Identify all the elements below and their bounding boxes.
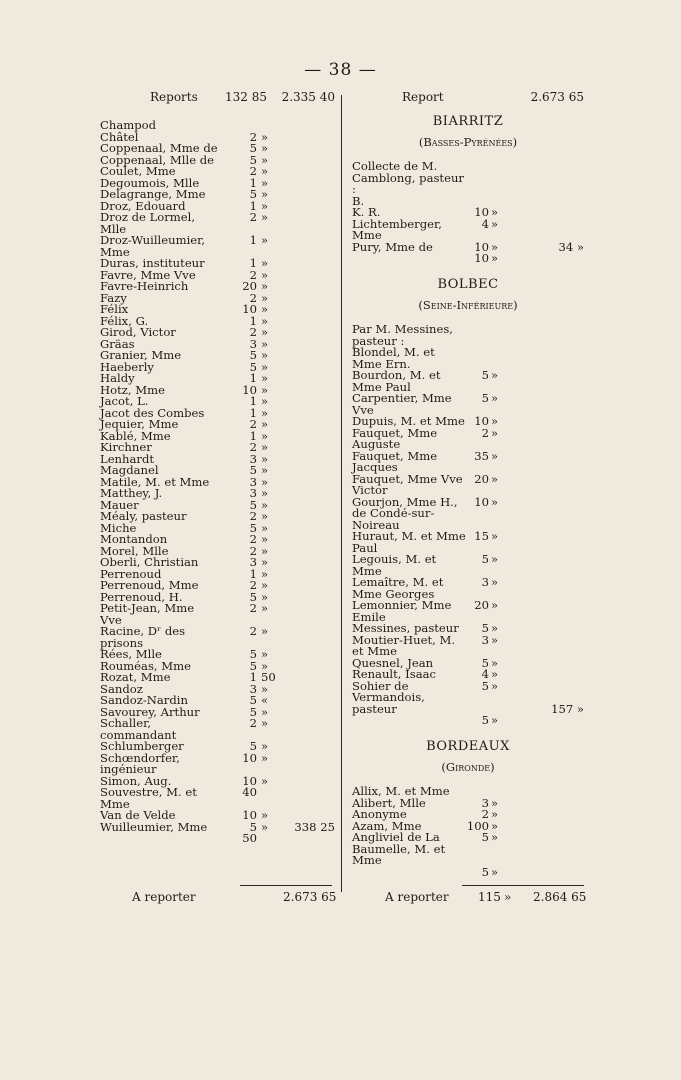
list-item (352, 239, 584, 265)
entry-francs: 5 (249, 520, 257, 535)
reports-amount-2: 2.335 40 (281, 90, 335, 104)
entry-centimes: « (261, 693, 269, 707)
entry-francs: 2 (249, 129, 257, 144)
entry-name: Azam, Mme (352, 818, 422, 833)
entry-centimes: » (491, 632, 499, 647)
entry-francs: 2 (249, 210, 257, 224)
left-column (100, 90, 335, 845)
entry-centimes: » (491, 830, 499, 844)
right-footer-amount-1: 115 (478, 890, 501, 904)
entry-centimes: » (261, 233, 269, 247)
entry-francs: 5 (481, 391, 489, 405)
entry-francs: 3 (249, 555, 257, 569)
entry-francs: 1 (249, 256, 257, 270)
reports-label: Reports (150, 90, 198, 104)
entry-centimes: » (491, 598, 499, 612)
entry-name: Delagrange, Mme (100, 187, 206, 201)
entry-francs: 3 (249, 474, 257, 489)
entry-name: Favre-Heinrich (100, 279, 189, 293)
right-header (352, 90, 584, 106)
entry-centimes: » (261, 267, 269, 282)
entry-centimes: » (491, 621, 499, 635)
entry-name: Perrenoud, H. (100, 589, 183, 604)
entry-name: Lemonnier, Mme Emile (352, 598, 452, 624)
entry-francs: 10 (242, 382, 257, 397)
entry-centimes: » (491, 552, 499, 566)
list-item (352, 830, 584, 879)
entry-centimes: » (261, 589, 269, 604)
entry-centimes: » (261, 463, 269, 477)
entry-centimes: » (261, 601, 269, 615)
entry-francs: 1 (249, 566, 257, 581)
entry-francs: 1 (249, 233, 257, 247)
entry-francs: 3 (481, 632, 489, 647)
entry-name: Coppenaal, Mme de (100, 141, 218, 155)
entry-centimes: » (491, 667, 499, 681)
entry-name: Schaller, commandant (100, 716, 177, 742)
entry-centimes: » (261, 198, 269, 213)
entry-name: Oberli, Christian (100, 555, 199, 569)
entry-francs: 10 (474, 494, 489, 509)
section-subtitle: (Basses-Pyrénées) (418, 135, 518, 149)
entry-centimes: » (261, 497, 269, 512)
entry-francs: 5 (249, 647, 257, 661)
entry-centimes: » (261, 256, 269, 270)
entry-name: Félix (100, 302, 129, 316)
entry-centimes: » (261, 578, 269, 592)
entry-name: Gourjon, Mme H., de Condé-sur-Noireau (352, 494, 458, 532)
section-subtitle: (Gironde) (441, 760, 495, 774)
entry-francs: 2 (249, 290, 257, 305)
entry-francs: 5 (481, 713, 489, 727)
section-gap (352, 715, 584, 735)
entry-name: Pury, Mme de (352, 239, 433, 254)
entry-name: Méaly, pasteur (100, 509, 187, 523)
entry-francs: 5 (249, 187, 257, 201)
entry-centimes: » (261, 750, 269, 765)
entry-centimes: » (491, 864, 499, 879)
entry-francs: 1 (249, 405, 257, 420)
entry-centimes: » (261, 164, 269, 178)
entry-name: Angliviel de La Baumelle, M. et Mme (352, 830, 446, 867)
entry-subtotal: 338 25 (294, 819, 335, 834)
entry-centimes: » (261, 359, 269, 374)
entry-name: Girod, Victor (100, 325, 176, 339)
entry-name: K. R. (352, 205, 381, 219)
entry-francs: 5 (249, 819, 257, 834)
entry-francs: 20 (474, 471, 489, 486)
entry-name: Jequier, Mme (100, 417, 179, 431)
entry-centimes: » (261, 417, 269, 431)
entry-centimes: » (261, 509, 269, 523)
entry-centimes: » (491, 529, 499, 543)
entry-name: Hotz, Mme (100, 382, 165, 397)
entry-centimes: » (491, 368, 499, 382)
right-footer-label: A reporter (385, 890, 449, 904)
entry-name: B. (352, 193, 365, 208)
entry-centimes: » (491, 795, 499, 810)
entry-francs: 5 (249, 589, 257, 604)
entry-centimes: » (261, 773, 269, 788)
right-footer-amount-1-fr: » (504, 890, 512, 904)
entry-francs: 5 (249, 497, 257, 512)
entry-name: Legouis, M. et Mme (352, 552, 437, 578)
entry-name: Droz de Lormel, Mlle (100, 210, 196, 236)
entry-name: Sohier de Vermandois, pasteur (352, 678, 425, 716)
entry-centimes: » (491, 414, 499, 428)
entry-centimes: » (261, 624, 269, 638)
entry-name: Van de Velde (100, 808, 176, 822)
entry-centimes: » (261, 348, 269, 362)
entry-francs: 1 (249, 428, 257, 443)
entry-francs: 2 (249, 716, 257, 730)
list-item (352, 161, 584, 196)
entry-francs: 2 (249, 624, 257, 638)
entry-francs: 10 (474, 414, 489, 428)
entry-centimes: » (491, 807, 499, 821)
entry-centimes: » (261, 302, 269, 316)
entry-centimes: » (261, 175, 269, 190)
entry-centimes: » (491, 678, 499, 693)
entry-francs: 2 (249, 543, 257, 558)
entry-name: Lichtemberger, Mme (352, 216, 442, 242)
entry-francs: 2 (249, 417, 257, 431)
entry-centimes: » (261, 428, 269, 443)
entry-centimes: » (261, 141, 269, 155)
section-title: BORDEAUX (426, 739, 510, 754)
entry-name: Sandoz (100, 681, 143, 696)
entry-francs: 10 (242, 808, 257, 822)
entry-centimes: » (261, 808, 269, 822)
entry-francs: 5 (481, 621, 489, 635)
entry-francs: 15 (474, 529, 489, 543)
entry-centimes: » (261, 704, 269, 719)
left-footer-amount: 2.673 65 (283, 890, 337, 904)
left-footer-label: A reporter (132, 890, 196, 904)
entry-francs: 5 (249, 693, 257, 707)
entry-francs: 5 (481, 368, 489, 382)
entry-name: Simon, Aug. (100, 773, 172, 788)
entry-centimes: » (261, 739, 269, 753)
list-item (352, 324, 584, 347)
list-item (352, 471, 584, 509)
entry-name: Fauquet, Mme Vve Victor (352, 471, 463, 497)
entry-centimes: 50 (261, 670, 276, 684)
entry-francs: 100 (466, 818, 489, 833)
entry-name: Rozat, Mme (100, 670, 171, 684)
entry-centimes: » (261, 486, 269, 500)
entry-francs: 4 (481, 216, 489, 231)
right-total-rule (462, 885, 584, 886)
entry-name: Magdanel (100, 463, 159, 477)
entry-francs: 10 (242, 302, 257, 316)
entry-name: Mauer (100, 497, 139, 512)
entry-centimes: » (491, 448, 499, 463)
entry-name: Carpentier, Mme Vve (352, 391, 452, 417)
entry-centimes: » (261, 187, 269, 201)
entry-name: Matile, M. et Mme (100, 474, 210, 489)
entry-centimes: » (261, 394, 269, 408)
entry-francs: 10 (474, 251, 489, 265)
entry-francs: 2 (249, 440, 257, 454)
entry-centimes: » (261, 451, 269, 466)
section-subtitle: (Seine-Inférieure) (418, 298, 518, 312)
entry-centimes: » (261, 290, 269, 305)
section-title: BOLBEC (437, 277, 499, 292)
entry-name: Wuilleumier, Mme (100, 819, 208, 834)
entry-francs: 5 (481, 552, 489, 566)
entry-centimes: » (261, 555, 269, 569)
entry-centimes: » (491, 216, 499, 231)
entry-francs: 3 (249, 336, 257, 351)
entry-name: Félix, G. (100, 313, 149, 328)
entry-name: Anonyme (352, 807, 407, 821)
entry-name: Montandon (100, 532, 168, 546)
left-total-rule (240, 885, 332, 886)
right-entries (352, 114, 584, 879)
entry-name: Coppenaal, Mlle de (100, 152, 215, 167)
entry-centimes: » (261, 210, 269, 224)
section-title: BIARRITZ (432, 114, 504, 129)
entry-francs: 2 (249, 164, 257, 178)
entry-francs: 20 (242, 279, 257, 293)
entry-francs: 3 (249, 681, 257, 696)
entry-francs: 5 (249, 141, 257, 155)
entry-centimes: » (491, 655, 499, 670)
entry-francs: 50 (242, 831, 257, 845)
entry-name: Schlumberger (100, 739, 184, 753)
entry-name: Petit-Jean, Mme Vve (100, 601, 195, 627)
entry-name: Miche (100, 520, 137, 535)
entry-francs: 10 (242, 773, 257, 788)
entry-name: Champod (100, 118, 157, 132)
entry-centimes: » (491, 575, 499, 589)
entry-name: Kirchner (100, 440, 152, 454)
entry-centimes: » (261, 566, 269, 581)
entry-francs: 2 (249, 532, 257, 546)
entry-francs: 5 (481, 678, 489, 693)
left-header (100, 90, 335, 106)
entry-centimes: » (261, 658, 269, 673)
entry-name: Perrenoud (100, 566, 162, 581)
column-divider (341, 95, 342, 892)
entry-name: Haeberly (100, 359, 154, 374)
entry-francs: 1 (249, 394, 257, 408)
entry-name: Matthey, J. (100, 486, 163, 500)
reports-amount-1: 132 85 (225, 90, 267, 104)
entry-name: Allix, M. et Mme (352, 784, 450, 798)
entry-name: Favre, Mme Vve (100, 267, 196, 282)
entry-francs: 3 (249, 451, 257, 466)
entry-centimes: » (261, 371, 269, 385)
entry-name: Droz-Wuilleumier, Mme (100, 233, 206, 259)
entry-francs: 5 (249, 348, 257, 362)
entry-francs: 5 (481, 864, 489, 879)
entry-name: Souvestre, M. et Mme (100, 785, 197, 811)
entry-name: Jacot des Combes (100, 405, 205, 420)
entry-centimes: » (261, 152, 269, 167)
entry-name: Sandoz-Nardin (100, 693, 188, 707)
entry-name: Fazy (100, 290, 127, 305)
entry-centimes: » (491, 205, 499, 219)
entry-centimes: » (491, 239, 499, 254)
entry-name: Gräas (100, 336, 135, 351)
entry-francs: 2 (249, 601, 257, 615)
section-gap (352, 253, 584, 273)
entry-name: Duras, instituteur (100, 256, 205, 270)
entry-francs: 20 (474, 598, 489, 612)
entry-name: Par M. Messines, pasteur : (352, 322, 453, 348)
entry-subtotal: 157 » (551, 701, 584, 716)
entry-centimes: » (261, 532, 269, 546)
entry-name: Jacot, L. (100, 394, 149, 408)
entry-name: Granier, Mme (100, 348, 182, 362)
entry-francs: 2 (249, 509, 257, 523)
entry-name: Moutier-Huet, M. et Mme (352, 632, 456, 658)
entry-centimes: » (491, 425, 499, 440)
entry-name: Huraut, M. et Mme Paul (352, 529, 466, 555)
entry-centimes: » (261, 336, 269, 351)
entry-francs: 2 (249, 578, 257, 592)
entry-name: Coulet, Mme (100, 164, 176, 178)
entry-francs: 2 (481, 425, 489, 440)
entry-name: Blondel, M. et Mme Ern. (352, 345, 435, 371)
entry-name: Alibert, Mlle (352, 795, 426, 810)
entry-francs: 40 (242, 785, 257, 799)
entry-name: Rouméas, Mme (100, 658, 191, 673)
entry-francs: 1 (249, 198, 257, 213)
entry-francs: 2 (249, 325, 257, 339)
report-label: Report (402, 90, 444, 104)
entry-centimes: » (261, 474, 269, 489)
entry-name: Quesnel, Jean (352, 655, 434, 670)
entry-centimes: » (491, 713, 499, 727)
entry-centimes: » (261, 313, 269, 328)
entry-francs: 10 (474, 239, 489, 254)
entry-centimes: » (261, 520, 269, 535)
entry-francs: 5 (249, 359, 257, 374)
entry-francs: 5 (249, 739, 257, 753)
entry-name: Châtel (100, 129, 139, 144)
entry-name: Savourey, Arthur (100, 704, 200, 719)
entry-francs: 3 (481, 575, 489, 589)
entry-francs: 2 (481, 807, 489, 821)
entry-francs: 3 (249, 486, 257, 500)
entry-francs: 5 (481, 655, 489, 670)
entry-name: Morel, Mlle (100, 543, 169, 558)
page-number: — 38 — (304, 60, 377, 80)
entry-centimes: » (261, 647, 269, 661)
entry-centimes: » (261, 440, 269, 454)
entry-name: Degoumois, Mlle (100, 175, 200, 190)
entry-name: Kablé, Mme (100, 428, 171, 443)
entry-francs: 5 (249, 463, 257, 477)
entry-centimes: » (261, 279, 269, 293)
entry-name: Messines, pasteur (352, 621, 459, 635)
entry-name: Lenhardt (100, 451, 155, 466)
entry-centimes: » (491, 818, 499, 833)
entry-francs: 1 (249, 371, 257, 385)
entry-name: Droz, Edouard (100, 198, 186, 213)
entry-centimes: » (491, 494, 499, 509)
entry-francs: 5 (249, 704, 257, 719)
entry-name: Perrenoud, Mme (100, 578, 199, 592)
right-column (352, 90, 584, 879)
entry-francs: 10 (474, 205, 489, 219)
report-amount: 2.673 65 (530, 90, 584, 104)
entry-centimes: » (261, 716, 269, 730)
entry-centimes: » (491, 391, 499, 405)
entry-francs: 2 (249, 267, 257, 282)
entry-subtotal: 34 » (558, 239, 584, 254)
entry-name: Bourdon, M. et Mme Paul (352, 368, 441, 394)
entry-name: Schœndorfer, ingénieur (100, 750, 180, 776)
entry-name: Lemaître, M. et Mme Georges (352, 575, 444, 601)
entry-francs: 1 (249, 175, 257, 190)
entry-name: Haldy (100, 371, 135, 385)
left-entries (100, 118, 335, 845)
entry-centimes: » (261, 681, 269, 696)
entry-centimes: » (261, 382, 269, 397)
entry-centimes: » (491, 471, 499, 486)
entry-name: Collecte de M. Camblong, pasteur : (352, 159, 464, 196)
entry-centimes: » (261, 543, 269, 558)
entry-name: Rées, Mlle (100, 647, 162, 661)
entry-francs: 4 (481, 667, 489, 681)
entry-centimes: » (261, 129, 269, 144)
entry-francs: 1 (249, 313, 257, 328)
entry-centimes: » (491, 251, 499, 265)
entry-centimes: » (261, 819, 269, 834)
entry-francs: 1 (249, 670, 257, 684)
entry-centimes: » (261, 325, 269, 339)
entry-name: Renault, Isaac (352, 667, 437, 681)
entry-francs: 5 (249, 152, 257, 167)
entry-centimes: » (261, 405, 269, 420)
entry-francs: 5 (481, 830, 489, 844)
entry-francs: 5 (249, 658, 257, 673)
list-item (352, 678, 584, 727)
entry-name: Fauquet, Mme Jacques (352, 448, 438, 474)
entry-name: Racine, Dʳ des prisons (100, 624, 186, 650)
entry-francs: 10 (242, 750, 257, 765)
entry-francs: 35 (474, 448, 489, 463)
list-item (100, 819, 335, 845)
entry-name: Dupuis, M. et Mme (352, 414, 465, 428)
entry-francs: 3 (481, 795, 489, 810)
right-footer-amount: 2.864 65 (533, 890, 587, 904)
entry-name: Fauquet, Mme Auguste (352, 425, 438, 451)
